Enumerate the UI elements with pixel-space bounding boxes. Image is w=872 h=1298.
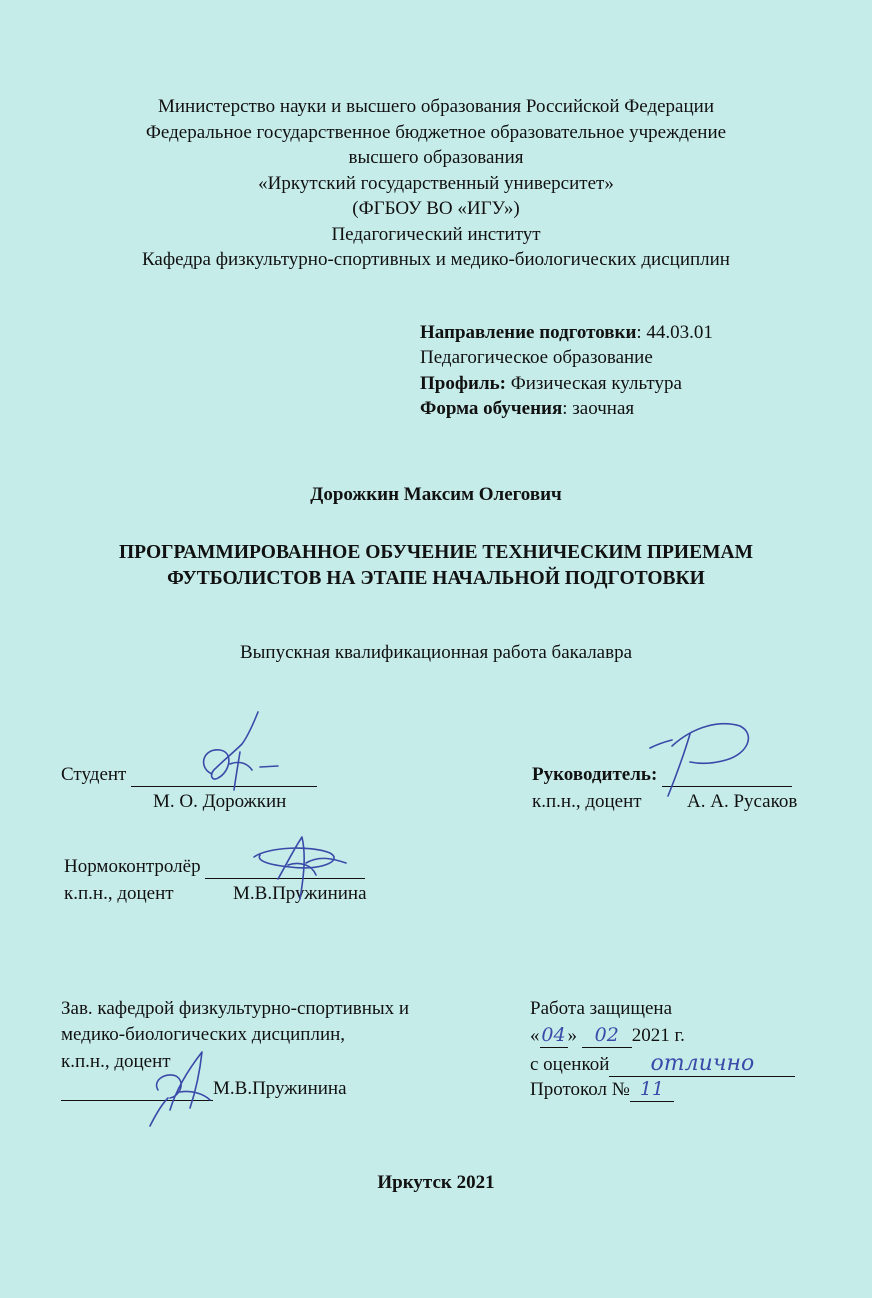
direction-label: Направление подготовки — [420, 322, 637, 343]
university-name: «Иркутский государственный университет» — [258, 173, 614, 194]
defense-line: Работа защищена — [530, 998, 673, 1019]
thesis-title-line-1: ПРОГРАММИРОВАННОЕ ОБУЧЕНИЕ ТЕХНИЧЕСКИМ ПРИЕМАМ — [118, 542, 753, 563]
grade-value: отлично — [650, 1051, 755, 1076]
normocontrol-signature-icon — [250, 835, 350, 915]
protocol-number: 11 — [639, 1078, 664, 1100]
date-close-quote: » — [567, 1025, 577, 1046]
supervisor-degree: к.п.н., доцент — [532, 791, 642, 812]
work-type: Выпускная квалификационная работа бакалавра — [239, 642, 633, 663]
direction-value: : 44.03.01 — [636, 322, 713, 343]
defense-date — [530, 1024, 685, 1048]
defense-year: 2021 г. — [631, 1025, 685, 1046]
thesis-title-line-2: ФУТБОЛИСТОВ НА ЭТАПЕ НАЧАЛЬНОЙ ПОДГОТОВКИ — [167, 568, 705, 589]
supervisor-signature-icon — [650, 718, 760, 798]
head-signature-icon — [140, 1050, 220, 1130]
study-form-label: Форма обучения — [420, 398, 563, 419]
date-open-quote: « — [530, 1025, 540, 1046]
institute-name: Педагогический институт — [331, 224, 541, 245]
profile-line — [420, 373, 682, 395]
student-label: Студент — [61, 764, 127, 785]
grade-label: с оценкой — [530, 1054, 610, 1075]
city-year: Иркутск 2021 — [377, 1172, 495, 1193]
head-line-2: медико-биологических дисциплин, — [61, 1024, 346, 1045]
normocontrol-degree: к.п.н., доцент — [64, 883, 174, 904]
study-form-line — [420, 398, 634, 420]
normocontrol-name: М.В.Пружинина — [233, 883, 367, 904]
profile-label: Профиль: — [420, 373, 506, 394]
student-signature-icon — [190, 712, 290, 802]
normocontrol-label: Нормоконтролёр — [64, 856, 201, 877]
author-name: Дорожкин Максим Олегович — [310, 484, 562, 505]
department-name: Кафедра физкультурно-спортивных и медико-биологических дисциплин — [142, 249, 730, 270]
grade-line — [530, 1051, 795, 1077]
university-abbr: (ФГБОУ ВО «ИГУ») — [352, 198, 520, 219]
defense-month: 02 — [594, 1024, 619, 1046]
supervisor-name: А. А. Русаков — [687, 791, 798, 812]
direction-name: Педагогическое образование — [420, 347, 653, 368]
education-level-line: высшего образования — [348, 147, 524, 168]
protocol-line — [530, 1078, 674, 1102]
direction-line — [420, 322, 713, 344]
ministry-line: Министерство науки и высшего образования Российской Федерации — [158, 96, 714, 117]
head-degree: к.п.н., доцент — [61, 1051, 171, 1072]
head-name: М.В.Пружинина — [213, 1078, 347, 1099]
head-line-1: Зав. кафедрой физкультурно-спортивных и — [61, 998, 410, 1019]
institution-type-line: Федеральное государственное бюджетное образовательное учреждение — [145, 122, 727, 143]
profile-value: Физическая культура — [505, 373, 682, 394]
study-form-value: : заочная — [562, 398, 635, 419]
student-name: М. О. Дорожкин — [153, 791, 287, 812]
defense-day: 04 — [541, 1024, 566, 1046]
protocol-label: Протокол № — [530, 1079, 630, 1100]
supervisor-label: Руководитель: — [532, 764, 658, 785]
